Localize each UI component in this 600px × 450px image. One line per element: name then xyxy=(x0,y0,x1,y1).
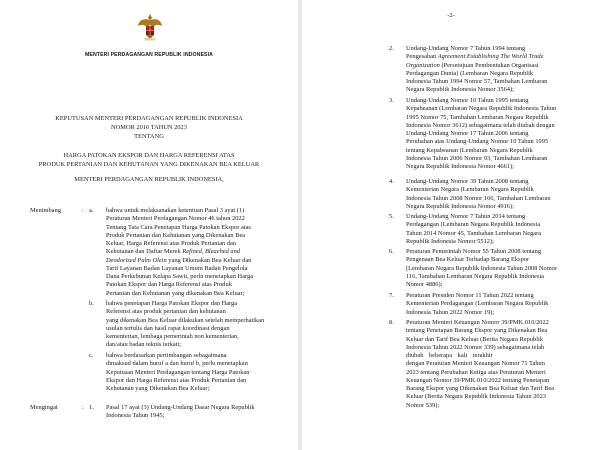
text-line: Indonesia Tahun 2022 Nomor 19); xyxy=(406,308,495,316)
text-line: Kementerian Negara (Lembaran Negara Republik xyxy=(406,186,534,194)
text-line: Kehutanan yang Dikenakan Bea Keluar; xyxy=(106,385,210,392)
text-line: Keuangan Nomor 39/PMK.010/2022 tentang Penetapan xyxy=(406,376,550,384)
text-line: Republik Indonesia Nomor 5512); xyxy=(406,237,494,245)
mengingat-number-5: 5. xyxy=(389,213,394,220)
decree-heading xyxy=(0,114,298,141)
text-line: Perdagangan (Lembaran Negara Republik Indonesia xyxy=(406,221,541,229)
text-line xyxy=(106,248,282,256)
text-line: Peraturan Menteri Perdagangan Nomor 46 tahun 2022 xyxy=(106,215,245,223)
text-line: Keluar, Harga Referensi atas Produk Pertanian dan xyxy=(106,240,237,247)
text-line: Indonesia Tahun 2006 Nomor 93, Tambahan Lembaran xyxy=(406,154,548,162)
text-line: Indonesia Tahun 1945; xyxy=(106,412,165,420)
text-line: Pertanian dan Kehutanan yang dikenakan Bea Keluar; xyxy=(106,289,245,297)
garuda-emblem-icon xyxy=(137,12,163,42)
text-line: kementerian, lembaga pemerintah non kementerian, xyxy=(106,333,239,340)
text-line: Pasal 17 ayat (3) Undang-Undang Dasar Negara Republik xyxy=(106,404,255,411)
mengingat-number-8: 8. xyxy=(389,319,394,326)
menimbang-colon: : xyxy=(82,207,84,214)
mengingat-colon: : xyxy=(82,404,84,411)
text-line: Keluar (Berita Negara Republik Indonesia Tahun 2023 xyxy=(406,393,546,401)
text-line: dengan Peraturan Menteri Keuangan Nomor 71 Tahun xyxy=(406,360,545,368)
mengingat-number-1: 1. xyxy=(89,404,94,411)
text-line: Pengenaan Bea Keluar Terhadap Barang Ekspor xyxy=(406,256,530,264)
menimbang-letter-a: a. xyxy=(89,207,94,214)
mengingat-item-2 xyxy=(406,45,586,95)
subject-line: PRODUK PERTANIAN DAN KEHUTANAN YANG DIKENAKAN BEA KELUAR xyxy=(38,161,260,168)
mengingat-item-1 xyxy=(106,404,282,421)
ministry-name: MENTERI PERDAGANGAN REPUBLIK INDONESIA xyxy=(84,52,214,58)
text-line: bahwa berdasarkan pertimbangan sebagaimana xyxy=(106,352,227,359)
text-line: Peraturan Pemerintah Nomor 55 Tahun 2008 tentang xyxy=(406,248,542,255)
decree-title: KEPUTUSAN MENTERI PERDAGANGAN REPUBLIK INDONESIA xyxy=(55,115,243,122)
text-line: dan/atau badan teknis terkait; xyxy=(106,341,182,349)
text-line: Indonesia Tahun 2008 Nomor 166, Tambahan Lembaran xyxy=(406,194,551,202)
text-line: yang dikenakan Bea Keluar dilakukan setelah memperhatikan xyxy=(106,316,265,324)
menimbang-item-a xyxy=(106,207,282,298)
text-line: Kepabeanan (Lembaran Negara Republik Indonesia Tahun xyxy=(406,105,557,113)
text-line: Undang-Undang Nomor 10 Tahun 1995 tentang xyxy=(406,97,529,104)
text-line xyxy=(406,53,586,61)
text-line: Peraturan Menteri Keuangan Nomor 39/PMK.010/2022 xyxy=(406,319,549,326)
text-line: Barang Ekspor yang Dikenakan Bea Keluar dan Tarif Bea xyxy=(406,385,555,392)
text-line: diubah beberapa kali terakhir xyxy=(406,352,493,359)
text-line-part: (Persetujuan Pembentukan Organisasi xyxy=(439,61,539,69)
mengingat-item-4 xyxy=(406,178,586,211)
text-line: Keluar dan Tarif Bea Keluar (Berita Negara Republik xyxy=(406,335,543,343)
decree-issuer: MENTERI PERDAGANGAN REPUBLIK INDONESIA, xyxy=(74,176,224,183)
italic-term: Deodorized Palm Olein xyxy=(106,256,167,264)
decree-number: NOMOR 2016 TAHUN 2023 xyxy=(111,124,187,131)
text-line: Negara Republik Indonesia Nomor 3564); xyxy=(406,86,514,94)
text-line: bahwa penetapan Harga Patokan Ekspor dan Harga xyxy=(106,300,238,307)
menimbang-item-c xyxy=(106,352,282,393)
text-line: Nomor 4886); xyxy=(406,281,443,288)
mengingat-item-6 xyxy=(406,248,586,289)
mengingat-number-3: 3. xyxy=(389,97,394,104)
text-line: Perubahan atas Undang-Undang Nomor 10 Tahun 1995 xyxy=(406,138,549,146)
subject-line: HARGA PATOKAN EKSPOR DAN HARGA REFERENSI ATAS xyxy=(63,152,235,159)
text-line: usulan tertulis dan hasil rapat koordinasi dengan xyxy=(106,324,230,332)
mengingat-label: Mengingat xyxy=(30,404,58,411)
mengingat-number-7: 7. xyxy=(389,292,394,299)
text-line: Nomor 539); xyxy=(406,401,440,409)
text-line: Tahun 2014 Nomor 45, Tambahan Lembaran Negara xyxy=(406,229,542,237)
page-number: -2- xyxy=(447,12,455,19)
text-line: 1995 Nomor 75, Tambahan Lembaran Negara Republik xyxy=(406,113,549,121)
text-line: Negara Republik Indonesia Nomor 4916); xyxy=(406,202,514,210)
decree-about: TENTANG xyxy=(134,133,164,140)
text-line xyxy=(406,62,586,70)
menimbang-item-b xyxy=(106,300,282,350)
mengingat-number-2: 2. xyxy=(389,45,394,52)
mengingat-item-5 xyxy=(406,213,586,246)
italic-term: Refined, Bleached and xyxy=(182,248,240,256)
mengingat-item-7 xyxy=(406,292,586,317)
mengingat-item-3 xyxy=(406,97,586,171)
text-line-part: Kehutanan dan Daftar Merek xyxy=(106,248,183,256)
italic-term: Organization xyxy=(406,61,440,69)
text-line: Undang-Undang Nomor 39 Tahun 2008 tentang xyxy=(406,178,529,185)
mengingat-number-6: 6. xyxy=(389,248,394,255)
text-line: Dana Perkebunan Kelapa Sawit, perlu menetapkan Harga xyxy=(106,273,253,280)
text-line: Patokan Ekspor dan Harga Referensi atas Produk xyxy=(106,281,232,289)
mengingat-item-8 xyxy=(406,319,586,410)
text-line: 116, Tambahan Lembaran Negara Republik Indonesia xyxy=(406,272,544,280)
text-line: Tentang Tata Cara Penetapan Harga Patokan Ekspor atas xyxy=(106,223,251,231)
text-line: Indonesia Tahun 1994 Nomor 57, Tambahan Lembaran xyxy=(406,78,548,85)
text-line: Indonesia Tahun 2022 Nomor 339) sebagaimana telah xyxy=(406,343,545,351)
italic-term: Agreement Establishing The World Trade xyxy=(437,53,544,61)
text-line-part: yang Dikenakan Bea Keluar dan xyxy=(166,256,252,264)
text-line: 2023 tentang Perubahan Ketiga atas Peraturan Menteri xyxy=(406,368,546,376)
text-line: Indonesia Nomor 3612) sebagaimana telah diubah dengan xyxy=(406,121,555,129)
text-line: bahwa untuk melaksanakan ketentuan Pasal 3 ayat (1) xyxy=(106,207,245,214)
document-page-2 xyxy=(302,0,600,450)
mengingat-number-4: 4. xyxy=(389,178,394,185)
text-line: dimaksud dalam huruf a dan huruf b, perlu menetapkan xyxy=(106,360,248,368)
text-line: Peraturan Presiden Nomor 11 Tahun 2022 tentang xyxy=(406,292,534,299)
text-line: Undang-Undang Nomor 17 Tahun 2006 tentang xyxy=(406,130,529,137)
text-line-part: Pengesahan xyxy=(406,53,438,61)
text-line: Undang-Undang Nomor 7 Tahun 2014 tentang xyxy=(406,213,526,220)
text-line: tentang Kepabeanan (Lembaran Negara Republik xyxy=(406,146,533,154)
decree-subject xyxy=(0,151,298,169)
text-line: (Lembaran Negara Republik Indonesia Tahun 2008 Nomor xyxy=(406,264,557,272)
text-line: Produk Pertanian dan Kehutanan yang Dikenakan Bea xyxy=(106,231,246,239)
menimbang-letter-c: c. xyxy=(89,352,94,359)
text-line: Undang-Undang Nomor 7 Tahun 1994 tentang xyxy=(406,45,526,52)
text-line: Kementerian Perdagangan (Lembaran Negara Republik xyxy=(406,300,549,308)
document-page-1 xyxy=(0,0,298,450)
menimbang-label: Menimbang xyxy=(30,207,61,214)
text-line: tentang Penetapan Barang Ekspor yang Dikenakan Bea xyxy=(406,327,548,335)
text-line: Negara Republik Indonesia Nomor 4661); xyxy=(406,163,514,170)
text-line: Ekspor dan Harga Referensi atas Produk Pertanian dan xyxy=(106,376,247,384)
text-line: Keputusan Menteri Perdagangan tentang Harga Patokan xyxy=(106,368,250,376)
text-line: Tarif Layanan Badan Layanan Umum Badan Pengelola xyxy=(106,264,248,272)
text-line: Perdagangan Dunia) (Lembaran Negara Republik xyxy=(406,69,534,77)
text-line xyxy=(106,257,282,265)
text-line: Referensi atas produk pertanian dan kehutanan xyxy=(106,308,226,316)
menimbang-letter-b: b. xyxy=(89,300,94,307)
